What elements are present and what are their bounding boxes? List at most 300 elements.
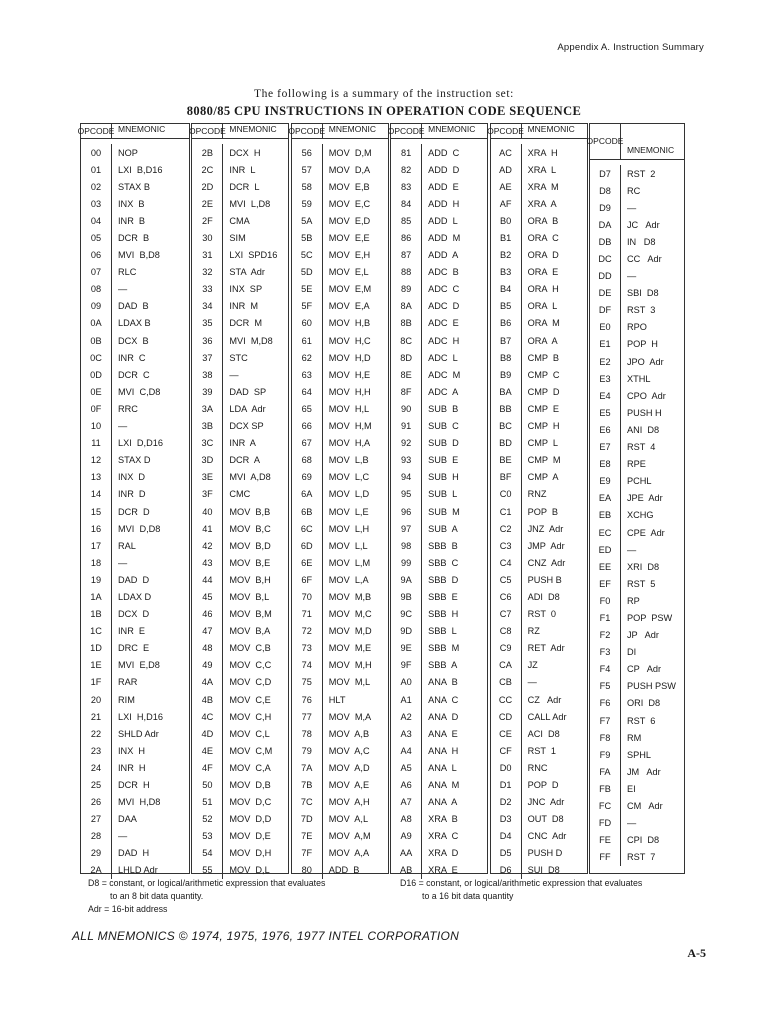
op-code-cell: 59 xyxy=(292,195,323,212)
table-row xyxy=(491,435,587,452)
table-row xyxy=(292,708,388,725)
mnemonic-cell: XRA D xyxy=(428,848,459,859)
op-code-cell: 05 xyxy=(81,229,112,246)
mnemonic-cell: MOV C,C xyxy=(229,660,272,671)
op-code-cell: 83 xyxy=(391,178,422,195)
op-code-cell: 93 xyxy=(391,452,422,469)
mnemonic-cell: ORA M xyxy=(527,318,560,329)
mnemonic-cell: INR H xyxy=(118,762,146,773)
op-code-cell: F0 xyxy=(590,592,621,609)
mnemonic-cell: MOV C,B xyxy=(229,643,271,654)
op-code-cell: CB xyxy=(491,674,522,691)
column-header xyxy=(288,124,388,139)
op-code-cell: 9A xyxy=(391,571,422,588)
op-code-cell: 17 xyxy=(81,537,112,554)
op-code-cell: 49 xyxy=(192,657,223,674)
op-code-cell: FF xyxy=(590,849,621,866)
mnemonic-cell: MOV H,L xyxy=(328,403,370,414)
table-row xyxy=(81,520,189,537)
mnemonic-cell: MOV L,B xyxy=(328,455,369,466)
table-row xyxy=(192,759,288,776)
mnemonic-cell: RST 1 xyxy=(527,745,556,756)
op-code-cell: 99 xyxy=(391,554,422,571)
mnemonic-cell: IN D8 xyxy=(626,236,656,247)
mnemonic-cell: ADC C xyxy=(428,284,460,295)
mnemonic-cell: MOV D,A xyxy=(328,164,371,175)
op-code-cell: AB xyxy=(391,862,422,879)
column-header xyxy=(487,124,587,139)
op-code-cell: 43 xyxy=(192,554,223,571)
mnemonic-cell: DAD D xyxy=(118,574,150,585)
op-code-cell: 2C xyxy=(192,161,223,178)
table-row xyxy=(292,315,388,332)
mnemonic-cell: ADC L xyxy=(428,352,458,363)
op-code-cell: B2 xyxy=(491,247,522,264)
table-body xyxy=(590,160,684,866)
op-code-cell: 75 xyxy=(292,674,323,691)
mnemonic-cell: ORA H xyxy=(527,284,559,295)
table-row xyxy=(292,383,388,400)
op-code-cell: CF xyxy=(491,742,522,759)
mnemonic-cell: CM Adr xyxy=(626,801,663,812)
op-code-cell: 58 xyxy=(292,178,323,195)
table-row xyxy=(292,776,388,793)
op-code-header xyxy=(188,124,226,138)
mnemonic-cell: STAX D xyxy=(118,455,151,466)
mnemonic-cell: INR M xyxy=(229,301,258,312)
mnemonic-cell: DCR A xyxy=(229,455,261,466)
table-row xyxy=(292,554,388,571)
op-code-cell: 0E xyxy=(81,383,112,400)
op-code-cell: 84 xyxy=(391,195,422,212)
op-code-cell: 10 xyxy=(81,418,112,435)
table-row xyxy=(192,742,288,759)
table-row xyxy=(292,845,388,862)
table-row xyxy=(590,302,684,319)
table-row xyxy=(292,606,388,623)
table-row xyxy=(391,144,487,161)
op-code-cell: EC xyxy=(590,524,621,541)
table-row xyxy=(81,554,189,571)
table-row xyxy=(391,845,487,862)
op-code-cell: 4D xyxy=(192,725,223,742)
op-code-cell: 4A xyxy=(192,674,223,691)
table-row xyxy=(81,811,189,828)
table-row xyxy=(292,332,388,349)
op-code-cell: CE xyxy=(491,725,522,742)
table-row xyxy=(292,281,388,298)
table-row xyxy=(391,674,487,691)
table-row xyxy=(292,691,388,708)
mnemonic-cell: MOV E,B xyxy=(328,181,370,192)
op-code-cell: C3 xyxy=(491,537,522,554)
op-code-cell: 95 xyxy=(391,486,422,503)
table-row xyxy=(81,264,189,281)
table-row xyxy=(292,571,388,588)
table-row xyxy=(192,657,288,674)
table-row xyxy=(192,400,288,417)
op-code-cell: E1 xyxy=(590,336,621,353)
table-row xyxy=(491,606,587,623)
table-row xyxy=(590,815,684,832)
op-code-cell: 56 xyxy=(292,144,323,161)
table-row xyxy=(81,418,189,435)
table-row xyxy=(81,486,189,503)
mnemonic-cell: CMC xyxy=(229,489,251,500)
mnemonic-cell: MOV E,E xyxy=(328,233,370,244)
mnemonic-cell: SBB A xyxy=(428,660,458,671)
mnemonic-cell: DAD B xyxy=(118,301,149,312)
table-row xyxy=(192,691,288,708)
op-code-cell: D1 xyxy=(491,776,522,793)
table-row xyxy=(292,503,388,520)
table-row xyxy=(590,216,684,233)
table-row xyxy=(491,486,587,503)
op-code-cell: 87 xyxy=(391,247,422,264)
table-row xyxy=(391,264,487,281)
op-code-cell: 01 xyxy=(81,161,112,178)
mnemonic-cell: SBB D xyxy=(428,574,459,585)
mnemonic-cell: DI xyxy=(626,647,637,658)
mnemonic-cell: MVI B,D8 xyxy=(118,250,160,261)
op-code-cell: A4 xyxy=(391,742,422,759)
mnemonic-cell: MOV M,B xyxy=(328,591,372,602)
op-code-cell: A8 xyxy=(391,811,422,828)
footnote-adr: Adr = 16-bit address xyxy=(88,904,168,914)
op-code-cell: EF xyxy=(590,575,621,592)
mnemonic-cell: CZ Adr xyxy=(527,694,562,705)
mnemonic-cell: DRC E xyxy=(118,643,150,654)
op-code-cell: 0D xyxy=(81,366,112,383)
op-code-cell: 85 xyxy=(391,212,422,229)
table-row xyxy=(590,592,684,609)
op-code-cell: 8E xyxy=(391,366,422,383)
mnemonic-header: MNEMONIC xyxy=(118,124,166,134)
mnemonic-cell: MOV H,C xyxy=(328,335,371,346)
table-row xyxy=(491,554,587,571)
op-code-cell: 35 xyxy=(192,315,223,332)
table-row xyxy=(491,418,587,435)
mnemonic-cell: ADC H xyxy=(428,335,460,346)
op-code-cell: 5A xyxy=(292,212,323,229)
table-row xyxy=(491,623,587,640)
table-row xyxy=(491,520,587,537)
mnemonic-cell: CPE Adr xyxy=(626,527,665,538)
op-code-cell: BC xyxy=(491,418,522,435)
table-row xyxy=(391,366,487,383)
op-code-cell: 9B xyxy=(391,588,422,605)
mnemonic-cell: SBB E xyxy=(428,591,458,602)
mnemonic-cell: DCR M xyxy=(229,318,263,329)
op-code-cell: 3B xyxy=(192,418,223,435)
table-row xyxy=(192,811,288,828)
mnemonic-cell: MOV D,H xyxy=(229,848,272,859)
mnemonic-cell: STC xyxy=(229,352,248,363)
mnemonic-cell: MOV C,M xyxy=(229,745,273,756)
op-code-cell: 63 xyxy=(292,366,323,383)
op-code-cell: C5 xyxy=(491,571,522,588)
table-row xyxy=(81,657,189,674)
mnemonic-cell: MOV H,B xyxy=(328,318,371,329)
op-code-cell: 8B xyxy=(391,315,422,332)
op-code-cell: 7F xyxy=(292,845,323,862)
table-row xyxy=(192,383,288,400)
table-row xyxy=(491,742,587,759)
mnemonic-cell: SUB M xyxy=(428,506,460,517)
op-code-cell: 5C xyxy=(292,247,323,264)
op-code-cell: 94 xyxy=(391,469,422,486)
table-row xyxy=(491,332,587,349)
table-row xyxy=(391,828,487,845)
op-code-cell: FD xyxy=(590,815,621,832)
column-header xyxy=(77,124,189,139)
op-code-cell: 21 xyxy=(81,708,112,725)
table-row xyxy=(391,606,487,623)
mnemonic-cell: ORA E xyxy=(527,267,559,278)
op-code-cell: 44 xyxy=(192,571,223,588)
op-code-cell: B6 xyxy=(491,315,522,332)
table-row xyxy=(491,828,587,845)
table-row xyxy=(81,349,189,366)
table-row xyxy=(292,195,388,212)
op-code-cell: FC xyxy=(590,797,621,814)
table-row xyxy=(391,742,487,759)
op-code-cell: 07 xyxy=(81,264,112,281)
table-row xyxy=(491,144,587,161)
mnemonic-cell: MOV E,L xyxy=(328,267,369,278)
op-code-cell: CC xyxy=(491,691,522,708)
mnemonic-cell: JM Adr xyxy=(626,766,661,777)
table-row xyxy=(292,588,388,605)
op-code-cell: 16 xyxy=(81,520,112,537)
table-row xyxy=(590,199,684,216)
mnemonic-cell: SBB B xyxy=(428,540,458,551)
table-row xyxy=(292,520,388,537)
mnemonic-cell: CP Adr xyxy=(626,664,661,675)
op-code-cell: 0A xyxy=(81,315,112,332)
mnemonic-cell: JNC Adr xyxy=(527,797,565,808)
op-code-cell: 00 xyxy=(81,144,112,161)
op-code-cell: F4 xyxy=(590,661,621,678)
mnemonic-cell: XRI D8 xyxy=(626,561,660,572)
op-code-cell: 86 xyxy=(391,229,422,246)
table-row xyxy=(81,640,189,657)
op-code-cell: E9 xyxy=(590,473,621,490)
mnemonic-cell: — xyxy=(626,818,637,829)
op-code-cell: 41 xyxy=(192,520,223,537)
mnemonic-cell: SHLD Adr xyxy=(118,728,159,739)
mnemonic-cell: MOV H,E xyxy=(328,369,371,380)
op-code-cell: F6 xyxy=(590,695,621,712)
op-code-cell: 3D xyxy=(192,452,223,469)
mnemonic-cell: MVI C,D8 xyxy=(118,386,161,397)
op-code-cell: 5E xyxy=(292,281,323,298)
op-code-cell: D7 xyxy=(590,165,621,182)
table-row xyxy=(590,233,684,250)
mnemonic-cell: MOV M,E xyxy=(328,643,372,654)
table-body xyxy=(81,139,189,879)
mnemonic-cell: STA Adr xyxy=(229,267,265,278)
mnemonic-cell: DCR H xyxy=(118,780,150,791)
op-code-cell: AA xyxy=(391,845,422,862)
table-row xyxy=(491,503,587,520)
mnemonic-cell: CMP A xyxy=(527,472,559,483)
op-code-cell: F5 xyxy=(590,678,621,695)
mnemonic-cell: SBB L xyxy=(428,626,457,637)
mnemonic-cell: ORA D xyxy=(527,250,559,261)
op-code-header-line1: OP xyxy=(188,125,202,136)
table-row xyxy=(491,212,587,229)
mnemonic-cell: MOV A,D xyxy=(328,762,370,773)
table-body xyxy=(391,139,487,879)
mnemonic-cell: MOV C,D xyxy=(229,677,272,688)
instruction-table xyxy=(77,123,685,876)
mnemonic-cell: ADD C xyxy=(428,147,460,158)
op-code-cell: FE xyxy=(590,832,621,849)
mnemonic-cell: ANA B xyxy=(428,677,458,688)
table-row xyxy=(81,708,189,725)
table-row xyxy=(491,588,587,605)
op-code-cell: 67 xyxy=(292,435,323,452)
mnemonic-cell: SBB H xyxy=(428,609,459,620)
mnemonic-cell: RST 7 xyxy=(626,852,656,863)
op-code-cell: F3 xyxy=(590,644,621,661)
mnemonic-cell: PUSH B xyxy=(527,574,562,585)
table-row xyxy=(590,763,684,780)
op-code-cell: D6 xyxy=(491,862,522,879)
op-code-header-line2: CODE xyxy=(201,125,226,136)
mnemonic-cell: RST 4 xyxy=(626,442,656,453)
mnemonic-cell: MOV L,C xyxy=(328,472,370,483)
table-row xyxy=(491,452,587,469)
mnemonic-cell: MOV D,E xyxy=(229,831,271,842)
mnemonic-cell: MVI M,D8 xyxy=(229,335,273,346)
mnemonic-cell: XRA M xyxy=(527,181,559,192)
table-row xyxy=(391,759,487,776)
mnemonic-cell: CMP E xyxy=(527,403,560,414)
op-code-cell: 9E xyxy=(391,640,422,657)
op-code-cell: DE xyxy=(590,285,621,302)
mnemonic-cell: MOV M,L xyxy=(328,677,371,688)
table-row xyxy=(491,195,587,212)
op-code-cell: DF xyxy=(590,302,621,319)
table-row xyxy=(81,332,189,349)
table-row xyxy=(590,507,684,524)
table-row xyxy=(391,520,487,537)
op-code-cell: 36 xyxy=(192,332,223,349)
op-code-cell: E4 xyxy=(590,387,621,404)
table-title: 8080/85 CPU INSTRUCTIONS IN OPERATION CODE SEQUENCE xyxy=(186,104,582,118)
op-code-cell: BA xyxy=(491,383,522,400)
footnote-left xyxy=(88,877,388,916)
op-code-cell: AC xyxy=(491,144,522,161)
copyright-notice: ALL MNEMONICS © 1974, 1975, 1976, 1977 INTEL CORPORATION xyxy=(72,929,460,943)
table-row xyxy=(292,811,388,828)
op-code-cell: 7C xyxy=(292,794,323,811)
mnemonic-cell: MOV A,A xyxy=(328,848,370,859)
mnemonic-cell: SUB D xyxy=(428,438,459,449)
mnemonic-cell: RNC xyxy=(527,762,548,773)
mnemonic-cell: XRA L xyxy=(527,164,557,175)
mnemonic-cell: DCX B xyxy=(118,335,149,346)
mnemonic-cell: CNC Adr xyxy=(527,831,567,842)
op-code-cell: 72 xyxy=(292,623,323,640)
mnemonic-cell: JC Adr xyxy=(626,219,660,230)
mnemonic-header: MNEMONIC xyxy=(527,124,575,134)
mnemonic-cell: MOV C,A xyxy=(229,762,271,773)
footnote-d8: D8 = constant, or logical/arithmetic expression that evaluates xyxy=(88,878,326,888)
table-row xyxy=(491,281,587,298)
mnemonic-cell: CC Adr xyxy=(626,254,662,265)
table-row xyxy=(391,400,487,417)
table-row xyxy=(192,281,288,298)
mnemonic-cell: LXI H,D16 xyxy=(118,711,163,722)
mnemonic-cell: RST 0 xyxy=(527,609,556,620)
op-code-cell: 48 xyxy=(192,640,223,657)
op-code-cell: 71 xyxy=(292,606,323,623)
mnemonic-cell: JPE Adr xyxy=(626,493,663,504)
table-row xyxy=(192,845,288,862)
table-row xyxy=(391,212,487,229)
table-row xyxy=(192,520,288,537)
table-row xyxy=(491,811,587,828)
op-code-cell: 4F xyxy=(192,759,223,776)
op-code-cell: C0 xyxy=(491,486,522,503)
op-code-cell: 5B xyxy=(292,229,323,246)
table-row xyxy=(491,349,587,366)
mnemonic-cell: PCHL xyxy=(626,476,652,487)
table-row xyxy=(81,588,189,605)
op-code-header-line1: OP xyxy=(487,125,500,136)
mnemonic-cell: JP Adr xyxy=(626,630,659,641)
table-row xyxy=(292,452,388,469)
table-row xyxy=(590,746,684,763)
op-code-cell: EE xyxy=(590,558,621,575)
table-row xyxy=(81,503,189,520)
op-code-cell: 27 xyxy=(81,811,112,828)
mnemonic-cell: — xyxy=(626,271,637,282)
table-row xyxy=(491,759,587,776)
table-row xyxy=(292,264,388,281)
mnemonic-cell: MOV B,D xyxy=(229,540,271,551)
op-code-cell: C6 xyxy=(491,588,522,605)
mnemonic-cell: RNZ xyxy=(527,489,547,500)
op-code-cell: 65 xyxy=(292,400,323,417)
op-code-cell: 34 xyxy=(192,298,223,315)
op-code-cell: 4E xyxy=(192,742,223,759)
op-code-cell: 0B xyxy=(81,332,112,349)
mnemonic-cell: ANA E xyxy=(428,728,458,739)
op-code-header xyxy=(288,124,326,138)
mnemonic-cell: SUB E xyxy=(428,455,459,466)
table-row xyxy=(391,349,487,366)
table-row xyxy=(81,298,189,315)
op-code-cell: 96 xyxy=(391,503,422,520)
op-code-cell: 6C xyxy=(292,520,323,537)
table-row xyxy=(192,178,288,195)
footnote-d16-cont: to a 16 bit data quantity xyxy=(422,891,514,901)
op-code-cell: 97 xyxy=(391,520,422,537)
table-row xyxy=(590,473,684,490)
mnemonic-cell: POP H xyxy=(626,339,658,350)
op-code-cell: 91 xyxy=(391,418,422,435)
table-row xyxy=(192,366,288,383)
table-row xyxy=(391,332,487,349)
mnemonic-cell: ADD A xyxy=(428,250,459,261)
op-code-cell: 13 xyxy=(81,469,112,486)
mnemonic-cell: ORA A xyxy=(527,335,558,346)
op-code-header-line2: CODE xyxy=(400,125,425,136)
